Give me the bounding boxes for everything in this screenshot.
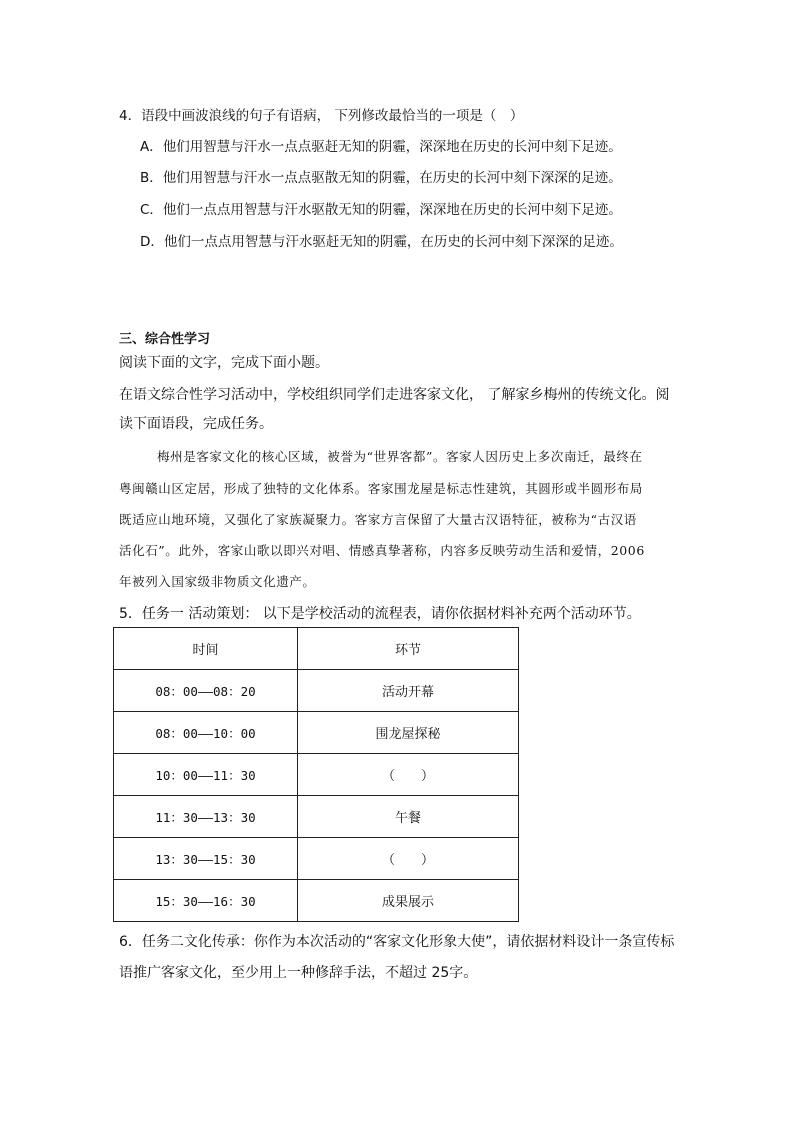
row-item-blank[interactable]: （ ） (298, 754, 519, 796)
question-5-stem: 5．任务一 活动策划： 以下是学校活动的流程表，请你依据材料补充两个活动环节。 (119, 606, 641, 622)
passage-line-2: 粤闽赣山区定居，形成了独特的文化体系。客家围龙屋是标志性建筑，其圆形或半圆形布局 (119, 481, 644, 496)
table-row (114, 796, 519, 838)
section-3-intro-line-1: 在语文综合性学习活动中，学校组织同学们走进客家文化， 了解家乡梅州的传统文化。阅 (119, 387, 670, 403)
schedule-table (113, 627, 519, 922)
question-6-line-2: 语推广客家文化，至少用上一种修辞手法，不超过 25字。 (119, 965, 478, 981)
row-time: 10：00——11：30 (114, 754, 298, 796)
question-4-option-d: D．他们一点点用智慧与汗水驱赶无知的阴霾，在历史的长河中刻下深深的足迹。 (140, 234, 623, 250)
row-time: 08：00——10：00 (114, 712, 298, 754)
table-row (114, 670, 519, 712)
passage-line-5: 年被列入国家级非物质文化遗产。 (119, 574, 316, 589)
row-time: 15：30——16：30 (114, 880, 298, 922)
header-item: 环节 (298, 628, 519, 670)
table-header-row (114, 628, 519, 670)
passage-line-4: 活化石”。此外，客家山歌以即兴对唱、情感真挚著称，内容多反映劳动生活和爱情，2006 (119, 543, 645, 558)
question-6-line-1: 6．任务二文化传承：你作为本次活动的“客家文化形象大使”，请依据材料设计一条宣传标 (119, 934, 675, 950)
passage-line-3: 既适应山地环境，又强化了家族凝聚力。客家方言保留了大量古汉语特征，被称为“古汉语 (119, 512, 637, 527)
row-time: 13：30——15：30 (114, 838, 298, 880)
row-time: 08：00——08：20 (114, 670, 298, 712)
passage-line-1: 梅州是客家文化的核心区域，被誉为“世界客都”。客家人因历史上多次南迁，最终在 (157, 449, 643, 464)
table-row (114, 754, 519, 796)
section-3-instruction: 阅读下面的文字，完成下面小题。 (119, 355, 329, 371)
question-4-option-a: A．他们用智慧与汗水一点点驱赶无知的阴霾，深深地在历史的长河中刻下足迹。 (140, 139, 622, 155)
header-time: 时间 (114, 628, 298, 670)
table-row (114, 838, 519, 880)
question-4-stem: 4．语段中画波浪线的句子有语病， 下列修改最恰当的一项是（ ） (119, 108, 524, 124)
table-row (114, 712, 519, 754)
question-4-option-c: C．他们一点点用智慧与汗水驱散无知的阴霾，深深地在历史的长河中刻下足迹。 (140, 202, 622, 218)
row-time: 11：30——13：30 (114, 796, 298, 838)
row-item-blank[interactable]: （ ） (298, 838, 519, 880)
row-item: 活动开幕 (298, 670, 519, 712)
section-3-intro-line-2: 读下面语段，完成任务。 (119, 416, 273, 432)
row-item: 围龙屋探秘 (298, 712, 519, 754)
section-3-title: 三、综合性学习 (119, 332, 211, 347)
row-item: 成果展示 (298, 880, 519, 922)
table-row (114, 880, 519, 922)
question-4-option-b: B．他们用智慧与汗水一点点驱散无知的阴霾，在历史的长河中刻下深深的足迹。 (140, 170, 622, 186)
row-item: 午餐 (298, 796, 519, 838)
